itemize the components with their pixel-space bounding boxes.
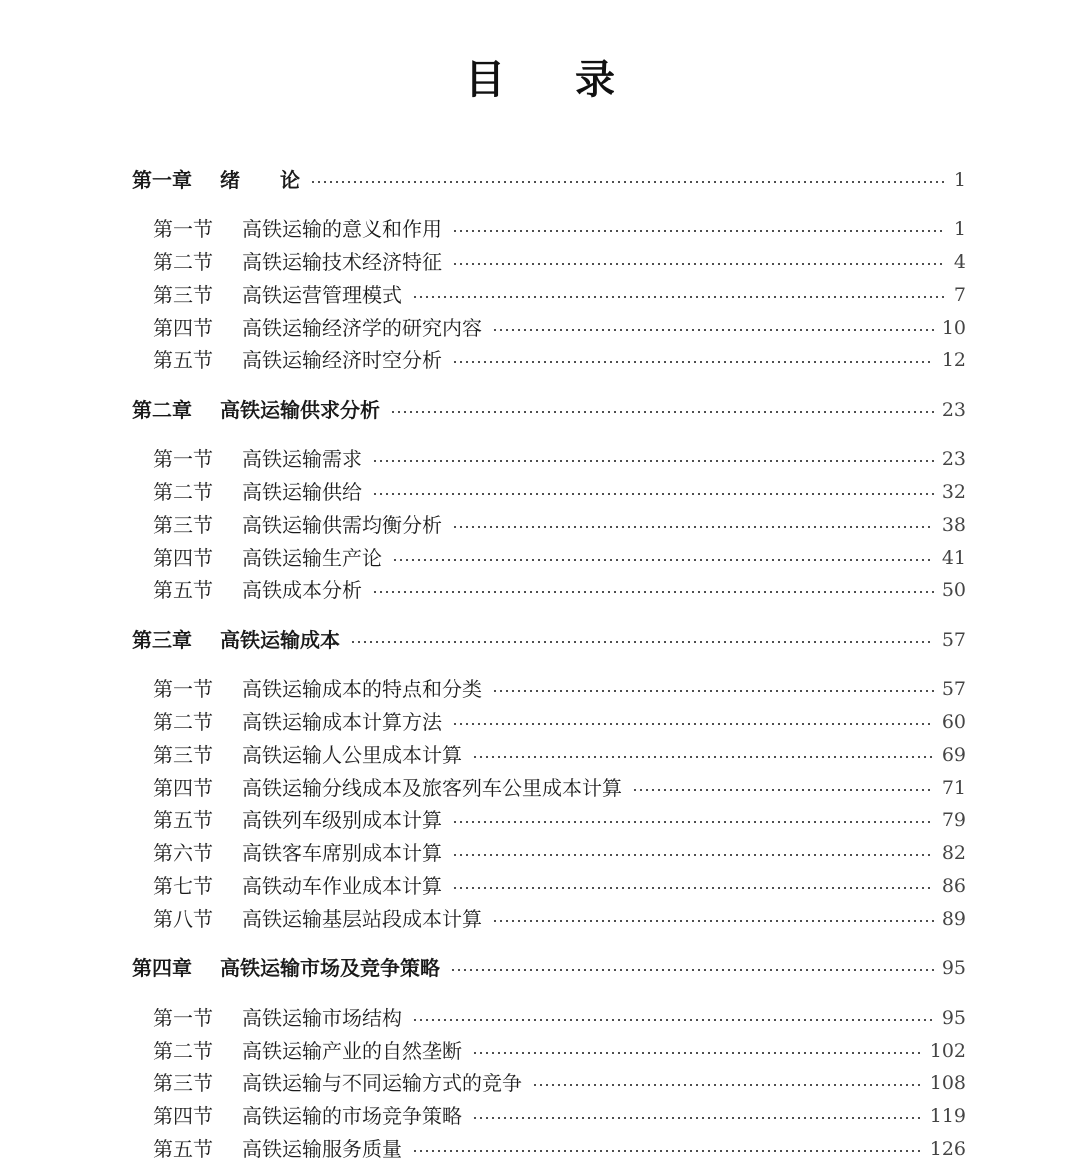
- section-number: 第一节: [153, 217, 213, 241]
- section-title: 高铁运输人公里成本计算: [242, 743, 462, 767]
- section-number: 第一节: [153, 1006, 213, 1030]
- dot-leader: [310, 181, 946, 183]
- page-number: 108: [929, 1072, 966, 1094]
- section-3-8-entry[interactable]: [153, 904, 966, 934]
- chapter-3-entry[interactable]: [132, 625, 966, 655]
- section-2-5-entry[interactable]: [153, 575, 966, 605]
- page-number: 95: [941, 1007, 966, 1029]
- page-number: 12: [941, 349, 966, 371]
- section-3-4-entry[interactable]: [153, 773, 966, 803]
- chapter-2-entry[interactable]: [132, 395, 966, 425]
- section-2-2-entry[interactable]: [153, 477, 966, 507]
- chapter-number: 第二章: [132, 398, 192, 422]
- section-title: 高铁运输需求: [242, 447, 362, 471]
- dot-leader: [472, 1052, 922, 1054]
- dot-leader: [472, 756, 934, 758]
- chapter-number: 第四章: [132, 956, 192, 980]
- chapter-title: 高铁运输供求分析: [220, 398, 380, 422]
- dot-leader: [452, 361, 934, 363]
- dot-leader: [632, 789, 934, 791]
- section-title: 高铁运营管理模式: [242, 283, 402, 307]
- section-3-6-entry[interactable]: [153, 838, 966, 868]
- section-number: 第五节: [153, 578, 213, 602]
- dot-leader: [452, 723, 934, 725]
- page-number: 126: [929, 1138, 966, 1160]
- dot-leader: [372, 591, 934, 593]
- dot-leader: [452, 887, 934, 889]
- section-number: 第五节: [153, 808, 213, 832]
- section-title: 高铁运输成本的特点和分类: [242, 677, 482, 701]
- chapter-number: 第三章: [132, 628, 192, 652]
- section-2-4-entry[interactable]: [153, 543, 966, 573]
- page-number: 86: [941, 875, 966, 897]
- page-title: [0, 48, 1080, 105]
- dot-leader: [472, 1117, 922, 1119]
- chapter-title: 高铁运输市场及竞争策略: [220, 956, 440, 980]
- page-number: 57: [941, 629, 966, 651]
- dot-leader: [492, 329, 934, 331]
- dot-leader: [452, 230, 946, 232]
- page-number: 50: [941, 579, 966, 601]
- section-number: 第三节: [153, 283, 213, 307]
- section-title: 高铁运输的市场竞争策略: [242, 1104, 462, 1128]
- page-number: 60: [941, 711, 966, 733]
- page-number: 38: [941, 514, 966, 536]
- section-1-3-entry[interactable]: [153, 280, 966, 310]
- page-number: 1: [953, 169, 966, 191]
- dot-leader: [450, 969, 934, 971]
- dot-leader: [492, 920, 934, 922]
- page-number: 23: [941, 448, 966, 470]
- dot-leader: [452, 526, 934, 528]
- section-number: 第六节: [153, 841, 213, 865]
- page-number: 41: [941, 547, 966, 569]
- page-number: 7: [953, 284, 966, 306]
- section-4-2-entry[interactable]: [153, 1036, 966, 1066]
- section-title: 高铁运输供给: [242, 480, 362, 504]
- section-4-3-entry[interactable]: [153, 1068, 966, 1098]
- dot-leader: [452, 821, 934, 823]
- section-1-2-entry[interactable]: [153, 247, 966, 277]
- page-number: 10: [941, 317, 966, 339]
- section-title: 高铁列车级别成本计算: [242, 808, 442, 832]
- section-title: 高铁运输产业的自然垄断: [242, 1039, 462, 1063]
- section-number: 第一节: [153, 447, 213, 471]
- section-title: 高铁运输供需均衡分析: [242, 513, 442, 537]
- section-number: 第三节: [153, 743, 213, 767]
- section-title: 高铁运输经济时空分析: [242, 348, 442, 372]
- chapter-title: 高铁运输成本: [220, 628, 340, 652]
- section-title: 高铁运输服务质量: [242, 1137, 402, 1161]
- section-number: 第八节: [153, 907, 213, 931]
- section-title: 高铁成本分析: [242, 578, 362, 602]
- section-number: 第三节: [153, 513, 213, 537]
- chapter-1-entry[interactable]: [132, 165, 966, 195]
- section-title: 高铁运输与不同运输方式的竞争: [242, 1071, 522, 1095]
- chapter-number: 第一章: [132, 168, 192, 192]
- section-title: 高铁运输生产论: [242, 546, 382, 570]
- dot-leader: [532, 1084, 922, 1086]
- section-number: 第三节: [153, 1071, 213, 1095]
- page-number: 89: [941, 908, 966, 930]
- section-3-2-entry[interactable]: [153, 707, 966, 737]
- dot-leader: [412, 296, 946, 298]
- section-3-1-entry[interactable]: [153, 674, 966, 704]
- section-number: 第二节: [153, 1039, 213, 1063]
- section-1-1-entry[interactable]: [153, 214, 966, 244]
- section-title: 高铁运输成本计算方法: [242, 710, 442, 734]
- page-number: 1: [953, 218, 966, 240]
- page-number: 79: [941, 809, 966, 831]
- page-number: 82: [941, 842, 966, 864]
- section-number: 第二节: [153, 480, 213, 504]
- page-number: 69: [941, 744, 966, 766]
- section-1-5-entry[interactable]: [153, 345, 966, 375]
- section-title: 高铁运输分线成本及旅客列车公里成本计算: [242, 776, 622, 800]
- page-number: 119: [929, 1105, 966, 1127]
- dot-leader: [372, 493, 934, 495]
- dot-leader: [412, 1150, 922, 1152]
- section-number: 第一节: [153, 677, 213, 701]
- section-number: 第七节: [153, 874, 213, 898]
- dot-leader: [350, 641, 934, 643]
- section-3-3-entry[interactable]: [153, 740, 966, 770]
- section-number: 第四节: [153, 1104, 213, 1128]
- dot-leader: [412, 1019, 934, 1021]
- page-number: 23: [941, 399, 966, 421]
- dot-leader: [390, 411, 934, 413]
- title-char-1: 目: [465, 57, 505, 103]
- page-number: 4: [953, 251, 966, 273]
- section-number: 第四节: [153, 316, 213, 340]
- section-4-5-entry[interactable]: [153, 1134, 966, 1164]
- section-number: 第五节: [153, 348, 213, 372]
- section-title: 高铁运输经济学的研究内容: [242, 316, 482, 340]
- title-char-2: 录: [575, 57, 615, 103]
- section-4-4-entry[interactable]: [153, 1101, 966, 1131]
- chapter-4-entry[interactable]: [132, 953, 966, 983]
- section-2-3-entry[interactable]: [153, 510, 966, 540]
- section-3-5-entry[interactable]: [153, 805, 966, 835]
- section-number: 第五节: [153, 1137, 213, 1161]
- section-number: 第二节: [153, 710, 213, 734]
- section-number: 第四节: [153, 776, 213, 800]
- page-number: 32: [941, 481, 966, 503]
- dot-leader: [452, 263, 946, 265]
- page-number: 102: [929, 1040, 966, 1062]
- page-number: 95: [941, 957, 966, 979]
- page-number: 71: [941, 777, 966, 799]
- chapter-title: 绪 论: [220, 168, 300, 192]
- section-4-1-entry[interactable]: [153, 1003, 966, 1033]
- section-title: 高铁运输基层站段成本计算: [242, 907, 482, 931]
- dot-leader: [372, 460, 934, 462]
- section-number: 第四节: [153, 546, 213, 570]
- page-number: 57: [941, 678, 966, 700]
- section-1-4-entry[interactable]: [153, 313, 966, 343]
- dot-leader: [392, 559, 934, 561]
- section-title: 高铁运输技术经济特征: [242, 250, 442, 274]
- section-title: 高铁客车席别成本计算: [242, 841, 442, 865]
- section-title: 高铁运输的意义和作用: [242, 217, 442, 241]
- dot-leader: [492, 690, 934, 692]
- section-title: 高铁动车作业成本计算: [242, 874, 442, 898]
- dot-leader: [452, 854, 934, 856]
- section-3-7-entry[interactable]: [153, 871, 966, 901]
- section-title: 高铁运输市场结构: [242, 1006, 402, 1030]
- section-number: 第二节: [153, 250, 213, 274]
- section-2-1-entry[interactable]: [153, 444, 966, 474]
